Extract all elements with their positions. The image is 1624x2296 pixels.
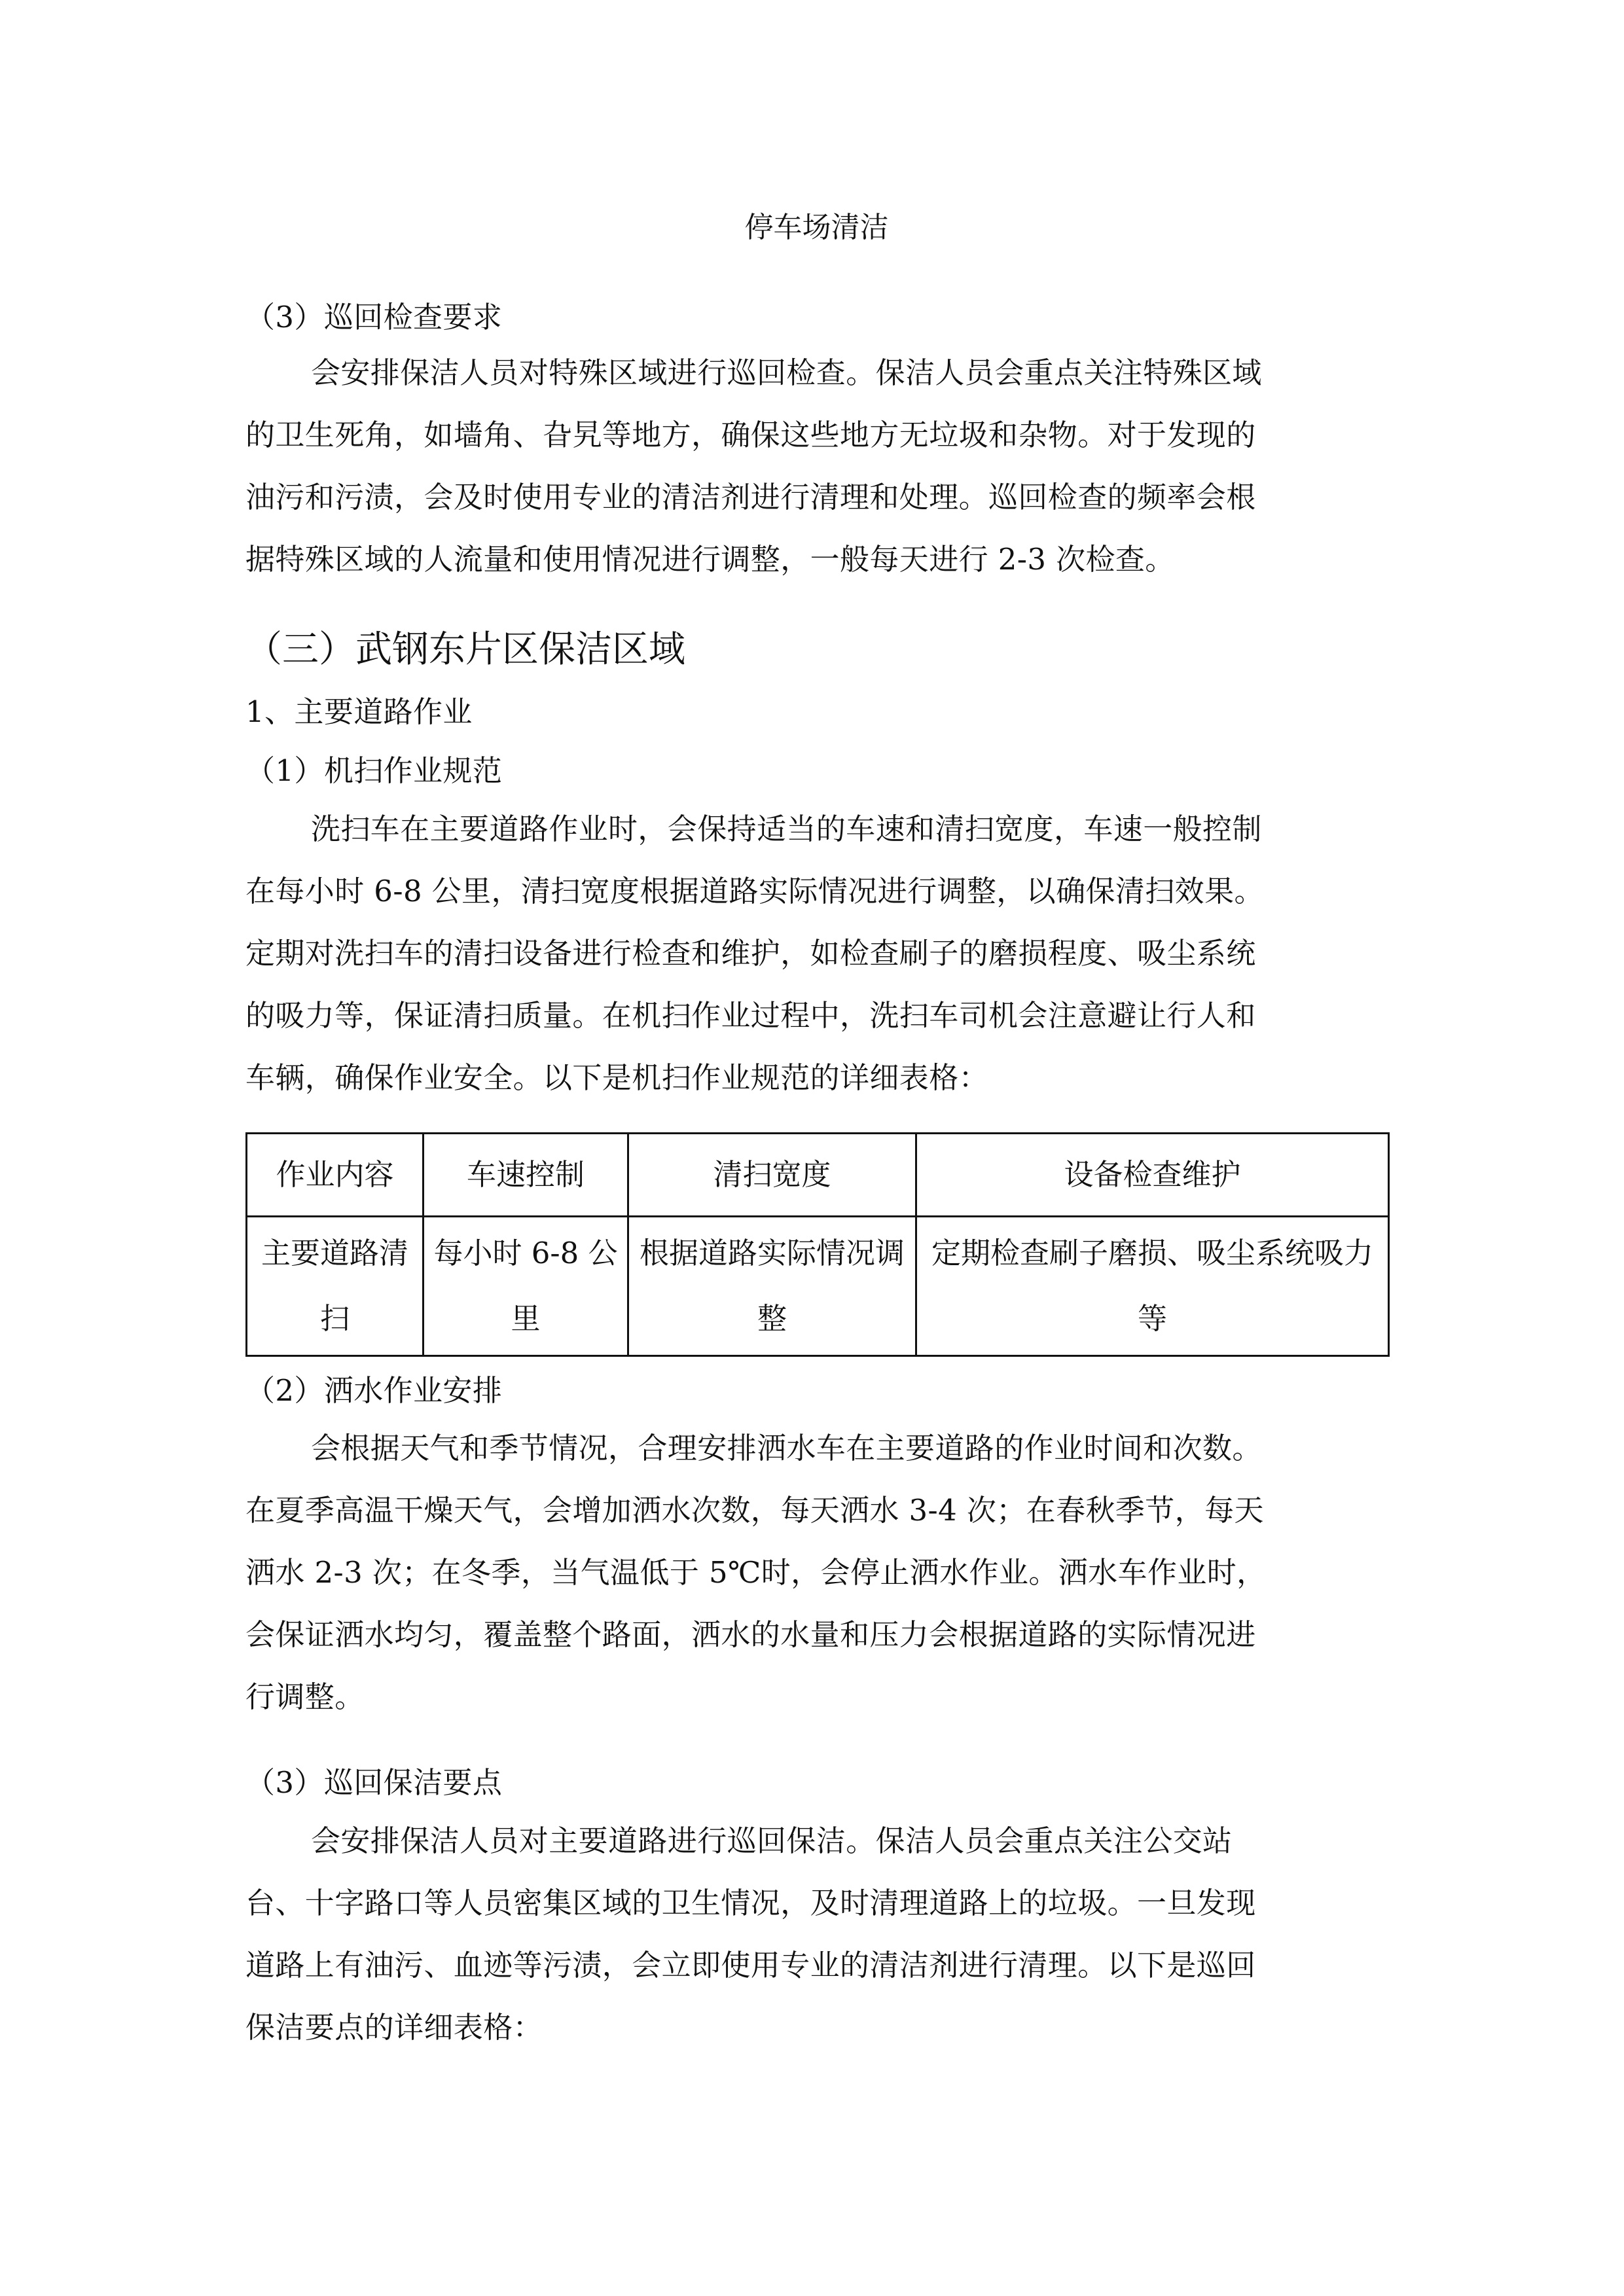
paragraph-line: 在每小时 6-8 公里，清扫宽度根据道路实际情况进行调整，以确保清扫效果。 — [245, 874, 1264, 908]
table-header-cell: 设备检查维护 — [916, 1134, 1389, 1217]
subheading-watering: （2）洒水作业安排 — [245, 1373, 503, 1408]
paragraph-line: 行调整。 — [245, 1679, 365, 1714]
paragraph-line: 车辆，确保作业安全。以下是机扫作业规范的详细表格： — [245, 1060, 989, 1095]
table-cell: 定期检查刷子磨损、吸尘系统吸力等 — [916, 1217, 1389, 1356]
table-cell: 每小时 6-8 公里 — [424, 1217, 628, 1356]
table-header-cell: 车速控制 — [424, 1134, 628, 1217]
table-cell: 根据道路实际情况调整 — [628, 1217, 916, 1356]
paragraph-line: 保洁要点的详细表格： — [245, 2010, 543, 2045]
paragraph-line: 会安排保洁人员对主要道路进行巡回保洁。保洁人员会重点关注公交站 — [311, 1823, 1233, 1858]
page-title: 停车场清洁 — [744, 211, 889, 244]
table-header-cell: 清扫宽度 — [628, 1134, 916, 1217]
paragraph-line: 台、十字路口等人员密集区域的卫生情况，及时清理道路上的垃圾。一旦发现 — [245, 1886, 1256, 1920]
paragraph-line: 会根据天气和季节情况，合理安排洒水车在主要道路的作业时间和次数。 — [311, 1431, 1262, 1465]
subheading-patrol-inspection: （3）巡回检查要求 — [245, 300, 503, 334]
paragraph-line: 的卫生死角，如墙角、旮旯等地方，确保这些地方无垃圾和杂物。对于发现的 — [245, 418, 1256, 452]
paragraph-line: 道路上有油污、血迹等污渍，会立即使用专业的清洁剂进行清理。以下是巡回 — [245, 1948, 1256, 1982]
table-header-row — [247, 1134, 1389, 1217]
paragraph-line: 洗扫车在主要道路作业时，会保持适当的车速和清扫宽度，车速一般控制 — [311, 812, 1262, 846]
machine-sweeping-table — [245, 1132, 1390, 1357]
paragraph-line: 会安排保洁人员对特殊区域进行巡回检查。保洁人员会重点关注特殊区域 — [311, 355, 1262, 390]
subheading-patrol-cleaning: （3）巡回保洁要点 — [245, 1765, 503, 1800]
paragraph-line: 据特殊区域的人流量和使用情况进行调整，一般每天进行 2-3 次检查。 — [245, 542, 1175, 577]
paragraph-line: 在夏季高温干燥天气，会增加洒水次数，每天洒水 3-4 次；在春秋季节，每天 — [245, 1493, 1264, 1528]
table-row — [247, 1217, 1389, 1356]
paragraph-line: 定期对洗扫车的清扫设备进行检查和维护，如检查刷子的磨损程度、吸尘系统 — [245, 936, 1256, 971]
paragraph-line: 油污和污渍，会及时使用专业的清洁剂进行清理和处理。巡回检查的频率会根 — [245, 480, 1256, 514]
paragraph-line: 洒水 2-3 次；在冬季，当气温低于 5℃时，会停止洒水作业。洒水车作业时， — [245, 1555, 1267, 1590]
paragraph-line: 会保证洒水均匀，覆盖整个路面，洒水的水量和压力会根据道路的实际情况进 — [245, 1617, 1256, 1652]
subheading-machine-sweeping: （1）机扫作业规范 — [245, 753, 503, 788]
item-heading-main-roads: 1、主要道路作业 — [245, 694, 473, 729]
section-heading: （三）武钢东片区保洁区域 — [245, 628, 685, 671]
table-header-cell: 作业内容 — [247, 1134, 424, 1217]
table-cell: 主要道路清扫 — [247, 1217, 424, 1356]
paragraph-line: 的吸力等，保证清扫质量。在机扫作业过程中，洗扫车司机会注意避让行人和 — [245, 998, 1256, 1033]
